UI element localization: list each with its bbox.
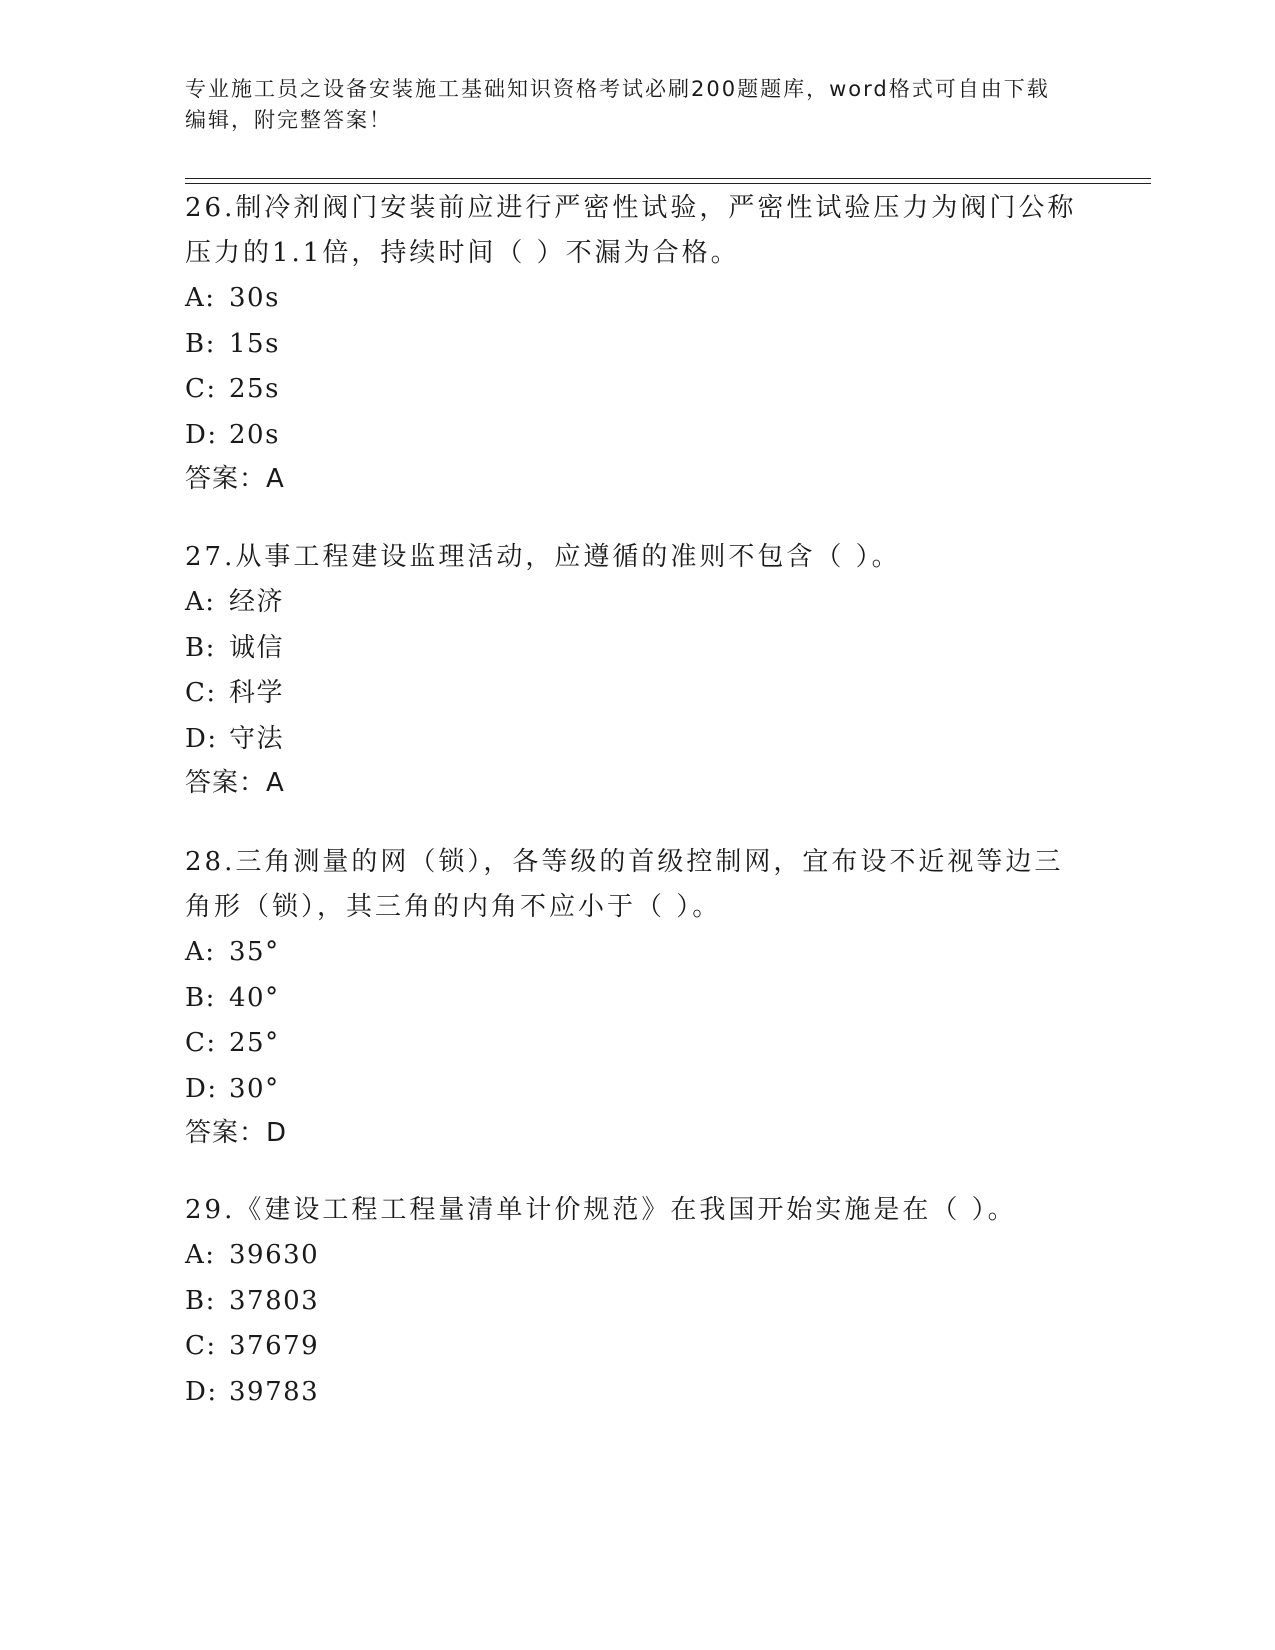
option-c [185, 1324, 1085, 1370]
option-value: 39783 [229, 1376, 320, 1407]
answer-value: A [266, 768, 284, 798]
option-c [185, 1021, 1085, 1067]
option-letter: C: [185, 1028, 217, 1058]
answer-line [185, 1112, 1085, 1154]
option-b [185, 626, 1085, 672]
option-value: 25s [229, 374, 280, 404]
question-29 [185, 1188, 1085, 1415]
question-26 [185, 186, 1085, 500]
question-text: 26.制冷剂阀门安装前应进行严密性试验，严密性试验压力为阀门公称压力的1.1倍，持续时间（ ）不漏为合格。 [185, 193, 1077, 268]
option-value: 20s [229, 419, 280, 450]
option-d [185, 717, 1085, 763]
option-letter: D: [185, 1376, 218, 1407]
option-letter: B: [185, 632, 216, 663]
answer-label: 答案： [185, 768, 267, 798]
option-d [185, 413, 1085, 459]
option-value: 39630 [229, 1240, 320, 1270]
option-letter: B: [185, 982, 216, 1013]
question-text: 28.三角测量的网（锁），各等级的首级控制网，宜布设不近视等边三角形（锁），其三角的内角不应小于（ ）。 [185, 847, 1064, 922]
option-letter: A: [185, 587, 216, 617]
option-letter: D: [185, 419, 218, 450]
option-letter: A: [185, 283, 216, 313]
option-letter: A: [185, 1240, 216, 1270]
option-letter: B: [185, 1285, 216, 1316]
header-divider-top [185, 178, 1151, 179]
option-letter: C: [185, 678, 217, 708]
option-d [185, 1370, 1085, 1416]
option-d [185, 1067, 1085, 1113]
question-text: 29.《建设工程工程量清单计价规范》在我国开始实施是在（ ）。 [185, 1195, 1017, 1225]
option-b [185, 976, 1085, 1022]
answer-value: A [266, 464, 284, 494]
option-letter: D: [185, 1073, 218, 1104]
answer-line [185, 762, 1085, 804]
option-a [185, 1233, 1085, 1279]
option-value: 诚信 [229, 632, 285, 663]
option-letter: C: [185, 1331, 217, 1361]
option-value: 科学 [229, 678, 285, 708]
option-value: 守法 [229, 723, 285, 754]
option-letter: A: [185, 937, 216, 967]
option-value: 37803 [229, 1285, 320, 1316]
option-value: 40° [229, 982, 280, 1013]
option-letter: B: [185, 328, 216, 359]
option-a [185, 930, 1085, 976]
option-a [185, 580, 1085, 626]
option-value: 30° [229, 1073, 280, 1104]
option-value: 35° [229, 937, 280, 967]
answer-line [185, 458, 1085, 500]
option-b [185, 1279, 1085, 1325]
option-c [185, 671, 1085, 717]
question-28 [185, 840, 1085, 1154]
answer-value: D [266, 1118, 287, 1148]
option-letter: C: [185, 374, 217, 404]
question-27 [185, 535, 1085, 804]
option-letter: D: [185, 723, 218, 754]
option-value: 经济 [229, 587, 285, 617]
option-value: 30s [229, 283, 280, 313]
option-value: 37679 [229, 1331, 320, 1361]
answer-label: 答案： [185, 1118, 267, 1148]
option-value: 15s [229, 328, 280, 359]
option-b [185, 322, 1085, 368]
answer-label: 答案： [185, 464, 267, 494]
document-intro: 专业施工员之设备安装施工基础知识资格考试必刷200题题库，word格式可自由下载编辑，附完整答案！ [185, 77, 1050, 132]
option-value: 25° [229, 1028, 280, 1058]
option-a [185, 276, 1085, 322]
header-divider-bottom [185, 183, 1151, 184]
question-text: 27.从事工程建设监理活动，应遵循的准则不包含（ ）。 [185, 542, 901, 572]
option-c [185, 367, 1085, 413]
